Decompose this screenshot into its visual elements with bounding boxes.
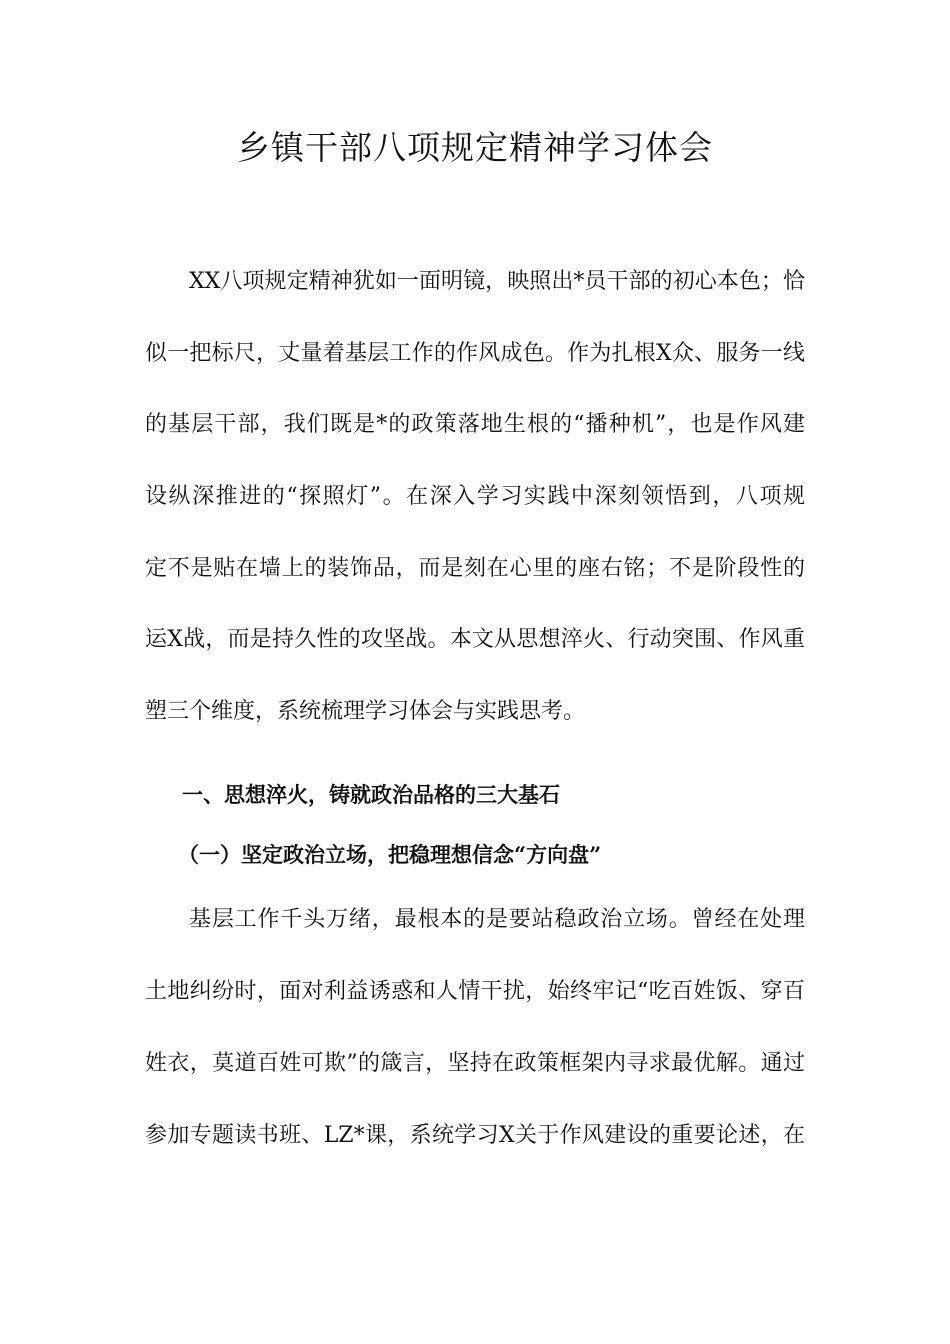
paragraph-line: 基层工作千头万绪，最根本的是要站稳政治立场。曾经在处理 <box>189 907 805 932</box>
subsection-heading: （一）坚定政治立场，把稳理想信念“方向盘” <box>178 842 602 867</box>
paragraph-line: XX八项规定精神犹如一面明镜，映照出*员干部的初心本色；恰 <box>189 269 805 294</box>
paragraph-line: 的基层干部，我们既是*的政策落地生根的“播种机”，也是作风建 <box>145 412 805 437</box>
document-title: 乡镇干部八项规定精神学习体会 <box>237 128 713 167</box>
section-heading: 一、思想淬火，铸就政治品格的三大基石 <box>182 782 560 807</box>
paragraph-line: 似一把标尺，丈量着基层工作的作风成色。作为扎根X众、服务一线 <box>145 341 805 366</box>
paragraph-line: 设纵深推进的“探照灯”。在深入学习实践中深刻领悟到，八项规 <box>145 484 805 509</box>
paragraph-line: 姓衣，莫道百姓可欺”的箴言，坚持在政策框架内寻求最优解。通过 <box>145 1051 805 1076</box>
paragraph-line: 塑三个维度，系统梳理学习体会与实践思考。 <box>145 699 586 724</box>
paragraph-line: 运X战，而是持久性的攻坚战。本文从思想淬火、行动突围、作风重 <box>145 627 805 652</box>
paragraph-line: 定不是贴在墙上的装饰品，而是刻在心里的座右铭；不是阶段性的 <box>145 556 805 581</box>
paragraph-line: 参加专题读书班、LZ*课，系统学习X关于作风建设的重要论述，在 <box>145 1123 805 1148</box>
paragraph-line: 土地纠纷时，面对利益诱惑和人情干扰，始终牢记“吃百姓饭、穿百 <box>145 979 805 1004</box>
